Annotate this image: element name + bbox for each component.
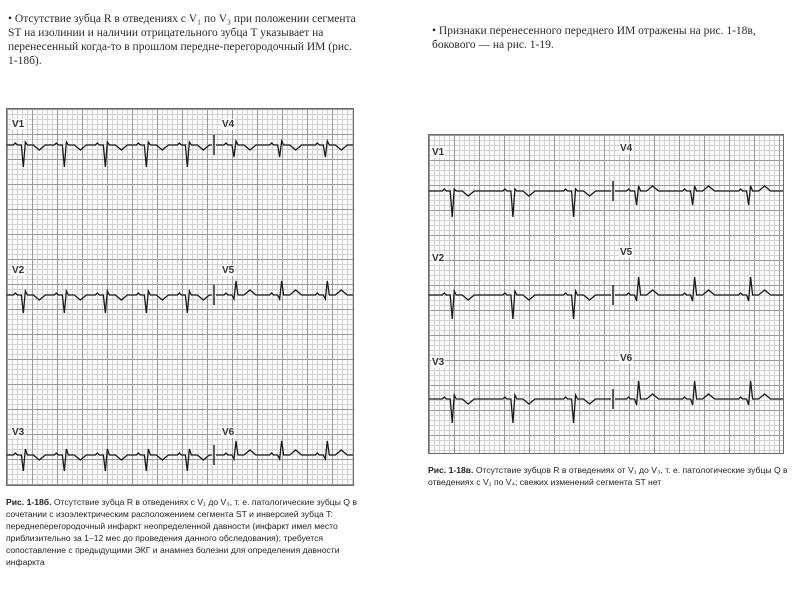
lead-label-v3: V3 <box>432 357 445 368</box>
ecg-trace-v1 <box>7 142 212 167</box>
ecg-trace-v6 <box>615 381 783 405</box>
lead-label-v5: V5 <box>222 265 235 276</box>
lead-label-v1: V1 <box>12 119 25 130</box>
ecg-trace-v2 <box>429 291 611 319</box>
left-bullet-text: • Отсутствие зубца R в отведениях с V₁ по V₃ при положении сегмента ST на изолинии и наличии отрицательного зубца T указывает на перенесенный когда-то в прошлом передне-перегородочный ИМ (рис. 1-18б). <box>8 13 356 67</box>
ecg-trace-v4 <box>216 141 353 157</box>
left-page <box>0 0 362 600</box>
caption-1-18b <box>6 496 358 568</box>
ecg-trace-v5 <box>216 281 353 299</box>
lead-label-v1: V1 <box>432 147 445 158</box>
lead-label-v2: V2 <box>432 253 445 264</box>
caption-label-1-18b: Рис. 1-18б. <box>6 497 52 507</box>
lead-label-v4: V4 <box>620 143 633 154</box>
ecg-figure-1-18v <box>428 134 784 454</box>
ecg-trace-v2 <box>7 291 212 313</box>
lead-label-v3: V3 <box>12 427 25 438</box>
ecg-figure-1-18b <box>6 108 354 486</box>
caption-text-1-18b: Отсутствие зубца R в отведениях с V₁ до V₃, т. е. патологические зубцы Q в сочетании с изоэлектрическим расположением сегмента ST и инверсией зубца T: переднеперегородочный инфаркт неопределенной давности (инфаркт имел место приблизительно за 1–12 мес до проведения данного обследования); требуется сопоставление с предыдущими ЭКГ и анамнез болезни для определения давности инфаркта <box>6 497 357 567</box>
ecg-traces-left <box>7 109 353 485</box>
ecg-trace-v4 <box>615 186 783 205</box>
ecg-traces-right <box>429 135 783 453</box>
caption-1-18v <box>428 464 788 488</box>
right-page <box>420 0 800 600</box>
ecg-trace-v1 <box>429 189 611 217</box>
caption-text-1-18v: Отсутствие зубцов R в отведениях от V₁ до V₃, т. е. патологические зубцы Q в отведениях с V₁ по V₄; свежих изменений сегмента ST нет <box>428 465 788 487</box>
ecg-trace-v3 <box>7 449 212 471</box>
ecg-trace-v5 <box>615 277 783 301</box>
right-bullet-text: • Признаки перенесенного переднего ИМ отражены на рис. 1-18в, бокового — на рис. 1-19. <box>432 25 756 51</box>
ecg-trace-v6 <box>216 441 353 459</box>
ecg-trace-v3 <box>429 395 611 423</box>
lead-label-v5: V5 <box>620 247 633 258</box>
lead-label-v6: V6 <box>222 427 235 438</box>
lead-label-v4: V4 <box>222 119 235 130</box>
caption-label-1-18v: Рис. 1-18в. <box>428 465 474 475</box>
lead-label-v6: V6 <box>620 353 633 364</box>
lead-label-v2: V2 <box>12 265 25 276</box>
